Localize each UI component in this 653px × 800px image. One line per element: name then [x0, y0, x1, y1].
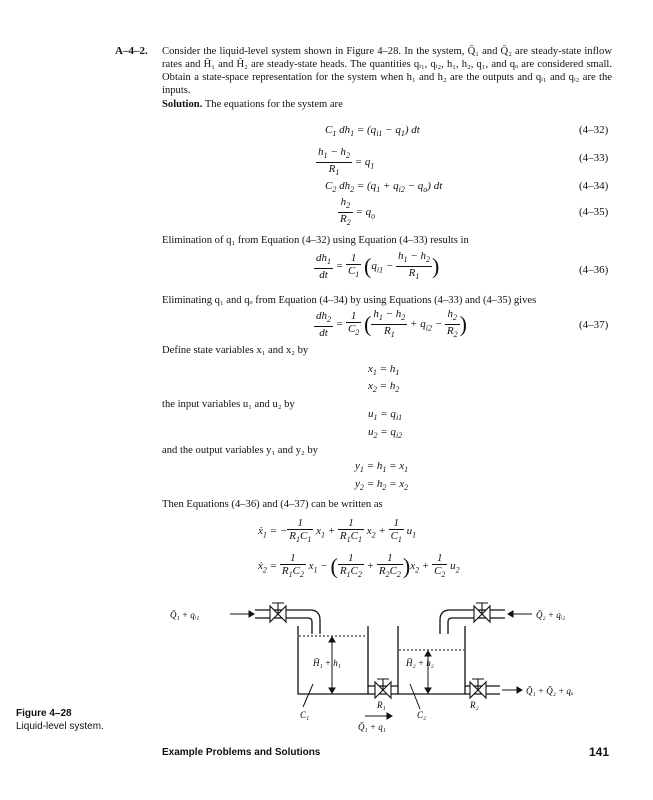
label-inflow-2: Q̄₂ + qᵢ₂	[536, 610, 566, 620]
input-u1: $u_1 = q_{i1}$	[368, 408, 403, 423]
solution-line	[162, 98, 343, 111]
equation-number: (4–36)	[579, 264, 609, 276]
input-u2: $u_2 = q_{i2}$	[368, 426, 403, 441]
output-y2: $y_2 = h_2 = x_2$	[355, 478, 409, 493]
arrow-outflow	[517, 687, 522, 693]
solution-intro: The equations for the system are	[204, 99, 343, 110]
pointer-c2	[410, 684, 420, 709]
label-r2: R₂	[470, 700, 479, 710]
then-text: Then Equations (4–36) and (4–37) can be written as	[162, 499, 383, 510]
elimination-text-1: Elimination of q₁ from Equation (4–32) using Equation (4–33) results in	[162, 235, 469, 246]
label-flow-mid: Q̄₁ + q₁	[358, 722, 386, 732]
problem-number: A–4–2.	[115, 45, 148, 57]
inputs-text: the input variables u₁ and u₂ by	[162, 399, 295, 410]
output-y1: $y_1 = h_1 = x_1$	[355, 460, 409, 475]
label-r1: R₁	[377, 700, 386, 710]
problem-statement: Consider the liquid-level system shown in Figure 4–28. In the system, Q̄₁ and Q̄₂ are steady-state inflow rates and H̄₁ and H̄₂ are steady-state heads. The quantities qᵢ₁, qᵢ₂, h₁, h₂, q₁, and qₒ are considered small. Obtain a state-space representation for the system when h₁ and h₂ are the outputs and qᵢ₁ and qᵢ₂ are the inputs.	[162, 46, 612, 96]
equation-number: (4–34)	[579, 180, 609, 192]
outputs-text: and the output variables y₁ and y₂ by	[162, 445, 318, 456]
label-c2: C₂	[417, 710, 427, 720]
label-outflow: Q̄₁ + Q̄₂ + qₒ	[526, 686, 574, 696]
elimination-text-2: Eliminating q₁ and qₒ from Equation (4–34) by using Equations (4–33) and (4–35) gives	[162, 295, 537, 306]
solution-label: Solution.	[162, 99, 203, 110]
footer-section: Example Problems and Solutions	[162, 747, 321, 758]
equation-number: (4–37)	[579, 319, 609, 331]
figure-label: Figure 4–28	[16, 708, 72, 719]
pointer-c1	[303, 684, 313, 707]
define-states-text: Define state variables x₁ and x₂ by	[162, 345, 309, 356]
equation-4-32: $C_1$ $dh_1 = (q_{i1} - q_1)$ dt	[325, 124, 420, 139]
label-c1: C₁	[300, 710, 310, 720]
arrow-inflow-2	[508, 611, 513, 617]
label-inflow-1: Q̄₁ + qᵢ₁	[170, 610, 200, 620]
state-equation-1: ẋ$_1$ = − $\frac{1}{R_1C_1}$ $x_1$ + $\frac{1}{R_1C_1}$ $x_2$ + $\frac{1}{C_1}$ $u_1$	[258, 517, 417, 545]
label-head-2: H̄₂ + h₂	[406, 658, 434, 668]
equation-number: (4–32)	[579, 124, 609, 136]
label-head-1: H̄₁ + h₁	[313, 658, 341, 668]
equation-4-33: $\frac{h_1 - h_2}{R_1}$ = $q_1$	[318, 146, 375, 178]
equation-4-36: $\frac{dh_1}{dt}$ = $\frac{1}{C_1}$ ($q_{i1}$ − $\frac{h_1 - h_2}{R_1}$ )	[316, 250, 440, 282]
page-number: 141	[589, 745, 610, 759]
equation-4-35: $\frac{h_2}{R_2}$ = $q_o$	[340, 196, 376, 228]
liquid-level-diagram	[170, 594, 610, 744]
equation-number: (4–33)	[579, 152, 609, 164]
state-equation-2: ẋ$_2$ = $\frac{1}{R_1C_2}$ $x_1$ − ( $\frac{1}{R_1C_2}$ + $\frac{1}{R_2C_2}$ )$x_2$ + $\frac{1}{C_2}$ $u_2$	[258, 552, 460, 580]
figure-caption: Liquid-level system.	[16, 721, 104, 732]
state-x2: $x_2 = h_2$	[368, 380, 400, 395]
state-x1: $x_1 = h_1$	[368, 363, 400, 378]
equation-4-34: $C_2$ $dh_2 = (q_1 + q_{i2} - q_o)$ dt	[325, 180, 443, 195]
arrow-flow-mid	[387, 713, 392, 719]
equation-4-37: $\frac{dh_2}{dt}$ = $\frac{1}{C_2}$ ( $\frac{h_1 - h_2}{R_1}$ + $q_{i2}$ − $\frac{h_2}{R_2}$ )	[316, 308, 467, 340]
equation-number: (4–35)	[579, 206, 609, 218]
arrow-inflow-1	[249, 611, 254, 617]
